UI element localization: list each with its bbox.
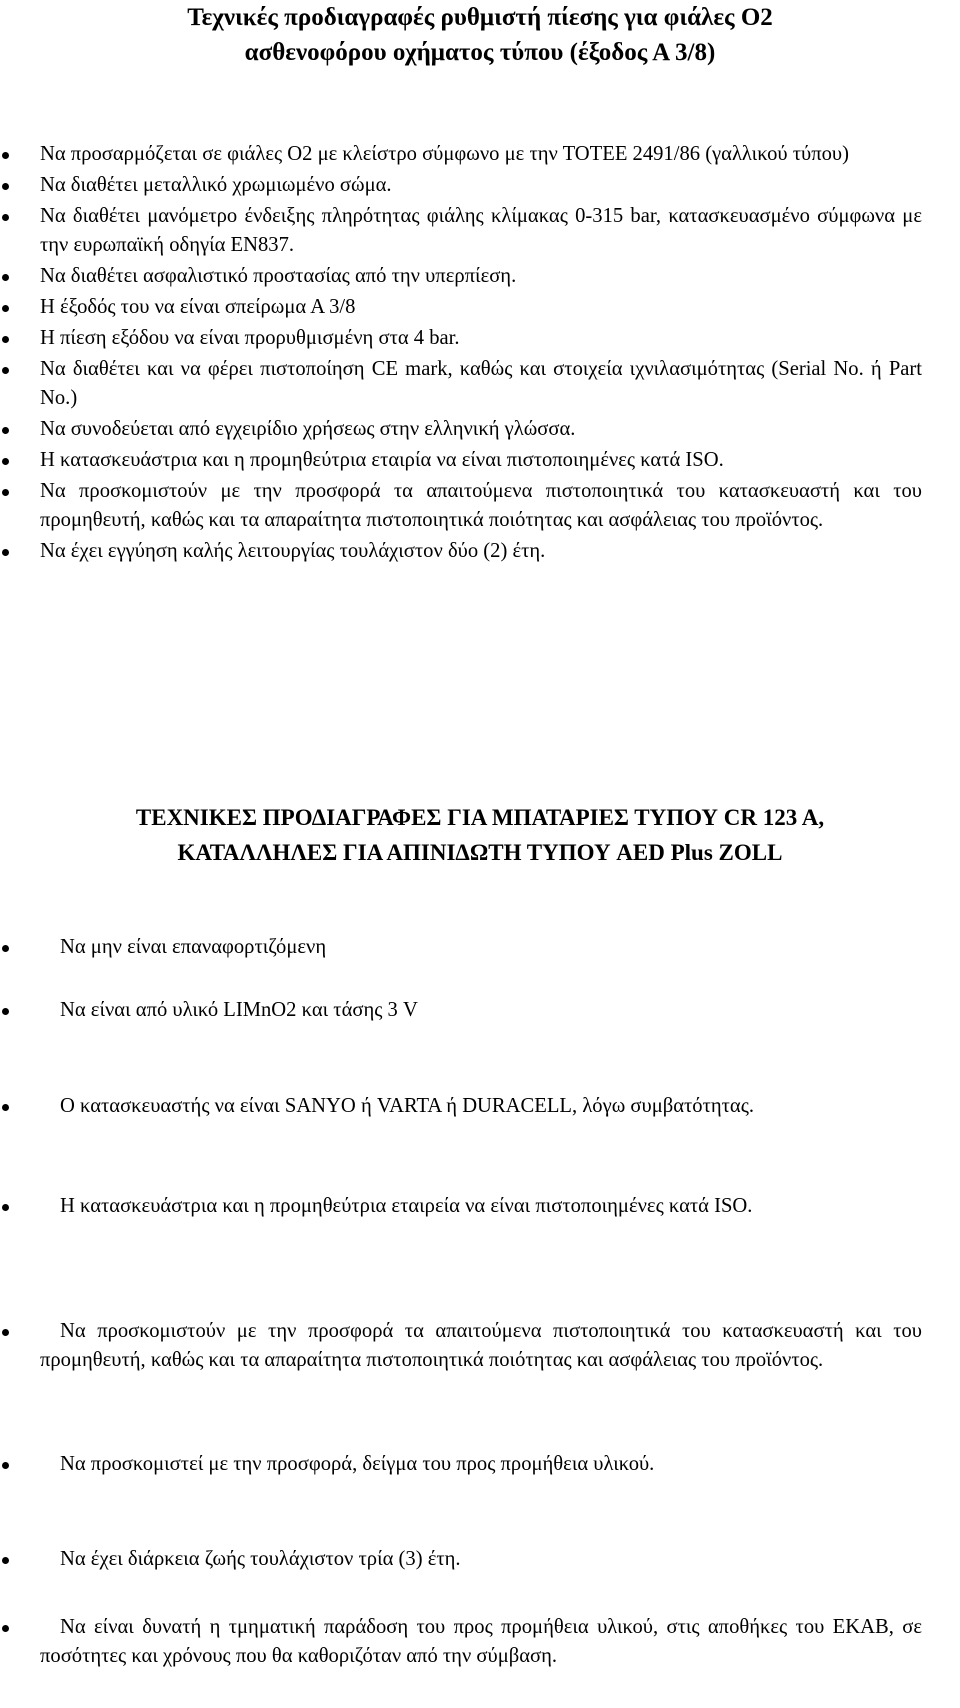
bullet-icon: [2, 427, 9, 434]
bullet-icon: [2, 458, 9, 465]
list-item-text: Να συνοδεύεται από εγχειρίδιο χρήσεως στην ελληνική γλώσσα.: [40, 418, 576, 440]
bullet-icon: [2, 274, 9, 281]
list-item: [40, 324, 922, 353]
title-line: Τεχνικές προδιαγραφές ρυθμιστή πίεσης για φιάλες Ο2: [187, 4, 773, 31]
list-item: [40, 140, 922, 169]
list-item-text: Να έχει εγγύηση καλής λειτουργίας τουλάχιστον δύο (2) έτη.: [40, 540, 546, 562]
list-item-text: Ο κατασκευαστής να είναι SANYO ή VARTA ή DURACELL, λόγω συμβατότητας.: [60, 1095, 754, 1117]
list-item: [40, 1317, 922, 1375]
list-item-text: Η κατασκευάστρια και η προμηθεύτρια εταιρία να είναι πιστοποιημένες κατά ISO.: [40, 449, 724, 471]
bullet-icon: [2, 1204, 9, 1211]
list-item: [40, 933, 922, 962]
bullet-icon: [2, 1557, 9, 1564]
list-item: [40, 293, 922, 322]
list-item: [40, 171, 922, 200]
list-item-text: Η έξοδός του να είναι σπείρωμα Α 3/8: [40, 296, 356, 318]
list-item-text: Να μην είναι επαναφορτιζόμενη: [60, 936, 327, 958]
list-item: [40, 1545, 922, 1574]
bullet-icon: [2, 489, 9, 496]
list-item: [40, 1450, 922, 1479]
bullet-icon: [2, 367, 9, 374]
title-line: ΚΑΤΑΛΛΗΛΕΣ ΓΙΑ ΑΠΙΝΙΔΩΤΗ ΤΥΠΟΥ AED Plus ZOLL: [177, 840, 783, 865]
list-item-text: Η πίεση εξόδου να είναι προρυθμισμένη στα 4 bar.: [40, 327, 460, 349]
list-item: [40, 262, 922, 291]
bullet-icon: [2, 214, 9, 221]
list-item-text: Να προσαρμόζεται σε φιάλες Ο2 με κλείστρο σύμφωνο με την ΤΟΤΕΕ 2491/86 (γαλλικού τύπου): [40, 143, 849, 165]
list-item-text: Να είναι από υλικό LIMnO2 και τάσης 3 V: [60, 999, 418, 1021]
bullet-icon: [2, 1104, 9, 1111]
list-item: [40, 446, 922, 475]
list-item-text: Να προσκομιστούν με την προσφορά τα απαιτούμενα πιστοποιητικά του κατασκευαστή και του προμηθευτή, καθώς και τα απαραίτητα πιστοποιητικά ποιότητας και ασφάλειας του προϊόντος.: [40, 1320, 922, 1371]
bullet-icon: [2, 183, 9, 190]
bullet-icon: [2, 1462, 9, 1469]
list-item-text: Να διαθέτει ασφαλιστικό προστασίας από την υπερπίεση.: [40, 265, 517, 287]
list-item: [40, 202, 922, 260]
list-item-text: Να προσκομιστούν με την προσφορά τα απαιτούμενα πιστοποιητικά του κατασκευαστή και του προμηθευτή, καθώς και τα απαραίτητα πιστοποιητικά ποιότητας και ασφάλειας του προϊόντος.: [40, 480, 922, 531]
list-item-text: Να προσκομιστεί με την προσφορά, δείγμα του προς προμήθεια υλικού.: [60, 1453, 655, 1475]
list-item-text: Να διαθέτει και να φέρει πιστοποίηση CE mark, καθώς και στοιχεία ιχνιλασιμότητας (Serial No. ή Part No.): [40, 358, 922, 409]
list-item: [40, 996, 922, 1025]
list-item: [40, 477, 922, 535]
bullet-icon: [2, 945, 9, 952]
list-item: [40, 537, 922, 566]
list-item-text: Η κατασκευάστρια και η προμηθεύτρια εταιρεία να είναι πιστοποιημένες κατά ISO.: [60, 1195, 753, 1217]
list-item: [40, 1613, 922, 1671]
list-item: [40, 415, 922, 444]
list-item-text: Να είναι δυνατή η τμηματική παράδοση του προς προμήθεια υλικού, στις αποθήκες του ΕΚΑΒ, σε ποσότητες και χρόνους που θα καθοριζόταν από την σύμβαση.: [40, 1616, 922, 1667]
section-title-batteries: [36, 800, 924, 870]
bullet-icon: [2, 152, 9, 159]
list-item-text: Να διαθέτει μεταλλικό χρωμιωμένο σώμα.: [40, 174, 392, 196]
bullet-icon: [2, 1008, 9, 1015]
bullet-icon: [2, 336, 9, 343]
section-title-oxygen-regulator: [36, 0, 924, 70]
list-item: [40, 1092, 922, 1121]
bullet-icon: [2, 1329, 9, 1336]
regulator-spec-list: [0, 140, 960, 566]
bullet-icon: [2, 549, 9, 556]
list-item-text: Να διαθέτει μανόμετρο ένδειξης πληρότητας φιάλης κλίμακας 0-315 bar, κατασκευασμένο σύμφωνα με την ευρωπαϊκή οδηγία ΕΝ837.: [40, 205, 922, 256]
bullet-icon: [2, 1625, 9, 1632]
title-line: ασθενοφόρου οχήματος τύπου (έξοδος Α 3/8): [244, 39, 716, 66]
list-item: [40, 1192, 922, 1221]
title-line: ΤΕΧΝΙΚΕΣ ΠΡΟΔΙΑΓΡΑΦΕΣ ΓΙΑ ΜΠΑΤΑΡΙΕΣ ΤΥΠΟΥ CR 123 A,: [135, 805, 825, 830]
list-item-text: Να έχει διάρκεια ζωής τουλάχιστον τρία (3) έτη.: [60, 1548, 461, 1570]
bullet-icon: [2, 305, 9, 312]
list-item: [40, 355, 922, 413]
